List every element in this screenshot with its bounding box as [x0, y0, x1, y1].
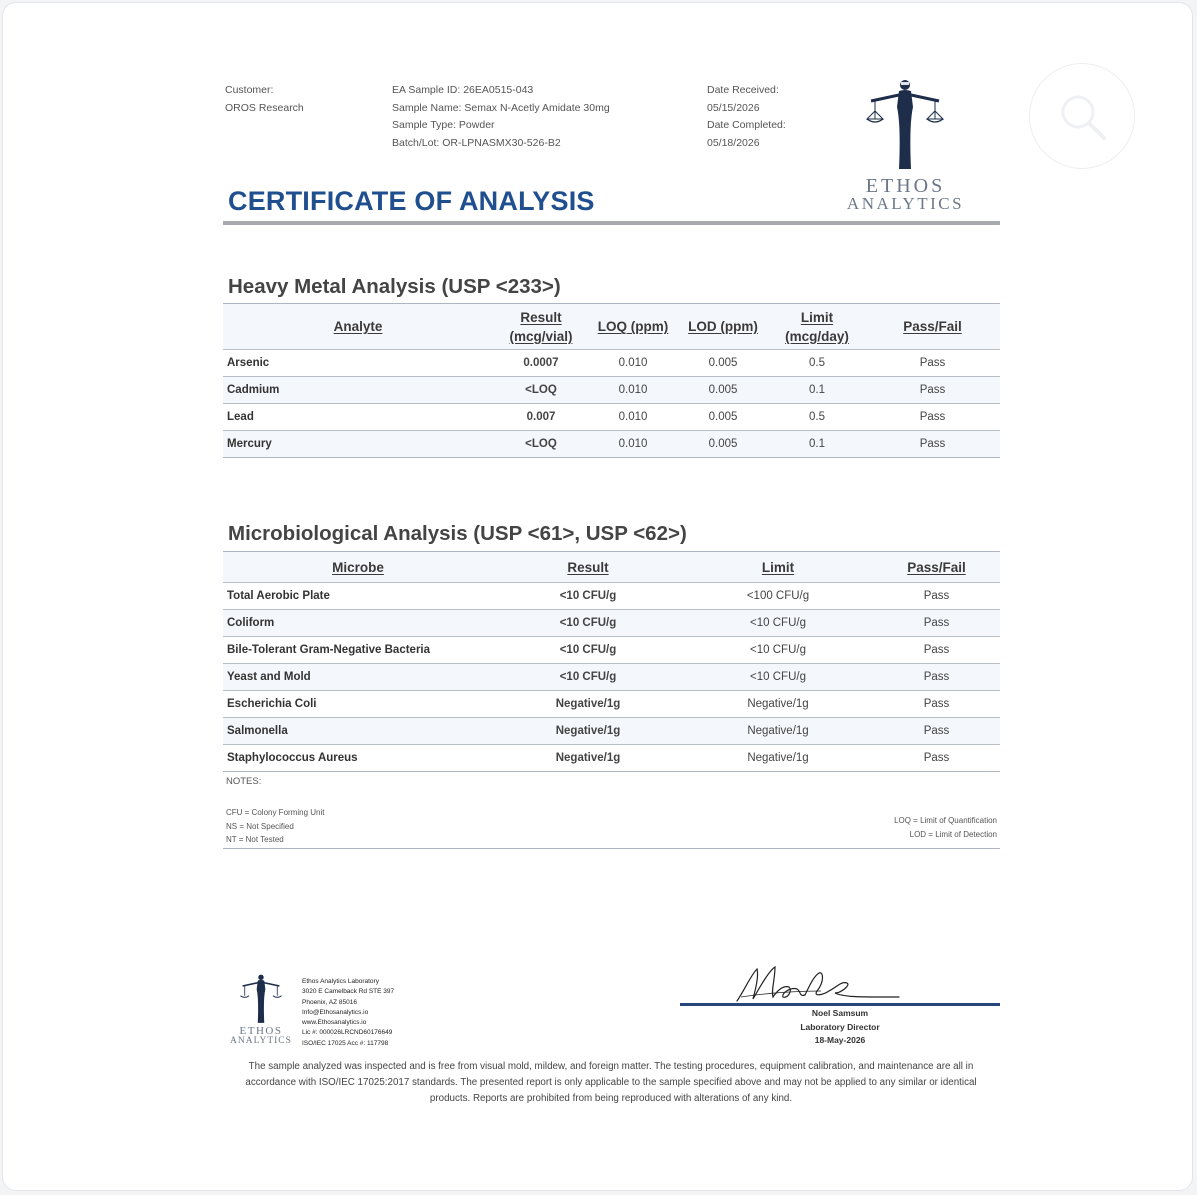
result-cell: <10 CFU/g [493, 583, 683, 610]
pass-fail-cell: Pass [873, 691, 1000, 718]
table-row [223, 637, 1000, 664]
scales-of-justice-figure-icon [239, 973, 283, 1025]
signer-title: Laboratory Director [800, 1021, 880, 1032]
lab-website: www.Ethosanalytics.io [302, 1019, 367, 1027]
col-header-pass-fail: Pass/Fail [865, 304, 1000, 350]
table-row [223, 691, 1000, 718]
heavy-metal-table [223, 303, 1000, 458]
loq-cell: 0.010 [589, 431, 677, 458]
limit-cell: Negative/1g [683, 718, 873, 745]
magnifier-icon [1056, 90, 1110, 144]
table-row [223, 610, 1000, 637]
result-cell: <10 CFU/g [493, 610, 683, 637]
result-cell: Negative/1g [493, 745, 683, 772]
col-header-limit [769, 304, 865, 350]
pass-fail-cell: Pass [865, 404, 1000, 431]
limit-cell: 0.1 [769, 377, 865, 404]
limit-cell: <10 CFU/g [683, 664, 873, 691]
pass-fail-cell: Pass [865, 350, 1000, 377]
pass-fail-cell: Pass [873, 664, 1000, 691]
col-header-loq: LOQ (ppm) [589, 304, 677, 350]
signature-line [680, 1003, 1000, 1006]
table-row [223, 377, 1000, 404]
limit-cell: <10 CFU/g [683, 610, 873, 637]
result-cell: 0.007 [493, 404, 589, 431]
table-row [223, 350, 1000, 377]
footer-logo [223, 973, 299, 1049]
lab-contact-block [302, 977, 394, 1049]
col-header-result-line2: (mcg/vial) [509, 328, 573, 344]
col-header-limit-line2: (mcg/day) [785, 328, 849, 344]
customer-label: Customer: [225, 84, 274, 96]
date-received-label: Date Received: [707, 84, 779, 96]
lod-cell: 0.005 [677, 404, 769, 431]
pass-fail-cell: Pass [873, 745, 1000, 772]
loq-cell: 0.010 [589, 404, 677, 431]
col-header-limit: Limit [683, 552, 873, 583]
heavy-metal-header-row [223, 304, 1000, 350]
limit-cell: 0.1 [769, 431, 865, 458]
table-row [223, 718, 1000, 745]
batch-lot: Batch/Lot: OR-LPNASMX30-526-B2 [392, 136, 561, 149]
heavy-metal-table-wrap [223, 303, 1000, 458]
notes-label: NOTES: [226, 776, 262, 787]
analyte-cell: Mercury [223, 431, 493, 458]
customer-block [225, 82, 304, 117]
date-completed-label: Date Completed: [707, 119, 786, 131]
col-header-analyte: Analyte [223, 304, 493, 350]
microbiology-table-wrap [223, 551, 1000, 771]
microbiology-section-title: Microbiological Analysis (USP <61>, USP <62>) [228, 522, 687, 545]
col-header-result [493, 304, 589, 350]
microbe-cell: Staphylococcus Aureus [223, 745, 493, 772]
ethos-logo [838, 77, 973, 217]
notes-left [226, 806, 324, 847]
pass-fail-cell: Pass [873, 610, 1000, 637]
note-loq: LOQ = Limit of Quantification [894, 816, 997, 825]
lab-license: Lic #: 000026LRCND60176649 [302, 1029, 393, 1037]
lab-address-2: Phoenix, AZ 85016 [302, 998, 357, 1006]
lab-address-1: 3020 E Camelback Rd STE 397 [302, 988, 395, 996]
footer-logo-text-ethos: ETHOS [239, 1025, 283, 1037]
microbiology-header-row [223, 552, 1000, 583]
sign-date: 18-May-2026 [814, 1035, 866, 1045]
analyte-cell: Arsenic [223, 350, 493, 377]
heavy-metal-section-title: Heavy Metal Analysis (USP <233>) [228, 275, 561, 298]
result-cell: Negative/1g [493, 718, 683, 745]
col-header-microbe: Microbe [223, 552, 493, 583]
zoom-button[interactable] [1029, 63, 1135, 169]
result-cell: <10 CFU/g [493, 664, 683, 691]
result-cell: Negative/1g [493, 691, 683, 718]
date-completed: 05/18/2026 [707, 136, 760, 149]
microbe-cell: Total Aerobic Plate [223, 583, 493, 610]
table-row [223, 404, 1000, 431]
note-nt: NT = Not Tested [226, 835, 284, 844]
notes-box [223, 771, 1000, 849]
sample-block [392, 82, 610, 152]
lab-name: Ethos Analytics Laboratory [302, 978, 379, 985]
analyte-cell: Lead [223, 404, 493, 431]
note-lod: LOD = Limit of Detection [909, 829, 997, 839]
col-header-limit-line1: Limit [800, 309, 834, 325]
sample-id: EA Sample ID: 26EA0515-043 [392, 84, 534, 96]
loq-cell: 0.010 [589, 350, 677, 377]
table-row [223, 583, 1000, 610]
pass-fail-cell: Pass [873, 637, 1000, 664]
signer-block [680, 1007, 1000, 1048]
pass-fail-cell: Pass [873, 718, 1000, 745]
pass-fail-cell: Pass [865, 377, 1000, 404]
title-divider [223, 221, 1000, 225]
sample-name: Sample Name: Semax N-Acetly Amidate 30mg [392, 101, 610, 114]
pass-fail-cell: Pass [873, 583, 1000, 610]
signer-name: Noel Samsum [811, 1008, 869, 1018]
microbe-cell: Coliform [223, 610, 493, 637]
limit-cell: 0.5 [769, 350, 865, 377]
analyte-cell: Cadmium [223, 377, 493, 404]
col-header-result-line1: Result [520, 309, 562, 325]
table-row [223, 431, 1000, 458]
limit-cell: Negative/1g [683, 745, 873, 772]
handwritten-signature [731, 961, 906, 1007]
disclaimer-text: The sample analyzed was inspected and is free from visual mold, mildew, and foreign matter. The testing procedures, equipment calibration, and maintenance are all in accordance with ISO/IEC 17025:2017 standards. The presented report is only applicable to the sample specified above and may not be applied to any similar or identical products. Reports are prohibited from being reproduced with alterations of any kind. [245, 1061, 977, 1104]
microbe-cell: Yeast and Mold [223, 664, 493, 691]
lod-cell: 0.005 [677, 350, 769, 377]
note-ns: NS = Not Specified [226, 821, 294, 831]
document-page [2, 2, 1193, 1191]
result-cell: 0.0007 [493, 350, 589, 377]
col-header-lod: LOD (ppm) [677, 304, 769, 350]
notes-right [894, 814, 997, 841]
footer-logo-text-analytics: ANALYTICS [230, 1036, 292, 1046]
document-title: CERTIFICATE OF ANALYSIS [228, 186, 595, 216]
microbe-cell: Salmonella [223, 718, 493, 745]
limit-cell: Negative/1g [683, 691, 873, 718]
pass-fail-cell: Pass [865, 431, 1000, 458]
lab-accreditation: ISO/IEC 17025 Acc #: 117798 [302, 1039, 389, 1047]
col-header-result: Result [493, 552, 683, 583]
col-header-pass-fail: Pass/Fail [873, 552, 1000, 583]
loq-cell: 0.010 [589, 377, 677, 404]
dates-block [707, 82, 786, 152]
microbiology-table [223, 551, 1000, 771]
result-cell: <LOQ [493, 377, 589, 404]
note-cfu: CFU = Colony Forming Unit [226, 808, 325, 817]
table-row [223, 664, 1000, 691]
limit-cell: <100 CFU/g [683, 583, 873, 610]
lab-email: Info@Ethosanalytics.io [302, 1008, 369, 1016]
table-row [223, 745, 1000, 772]
microbe-cell: Escherichia Coli [223, 691, 493, 718]
date-received: 05/15/2026 [707, 101, 760, 114]
scales-of-justice-figure-icon [865, 77, 945, 173]
result-cell: <LOQ [493, 431, 589, 458]
lod-cell: 0.005 [677, 377, 769, 404]
customer-value: OROS Research [225, 101, 304, 114]
result-cell: <10 CFU/g [493, 637, 683, 664]
limit-cell: <10 CFU/g [683, 637, 873, 664]
logo-text-analytics: ANALYTICS [846, 194, 965, 213]
sample-type: Sample Type: Powder [392, 119, 495, 131]
microbe-cell: Bile-Tolerant Gram-Negative Bacteria [223, 637, 493, 664]
limit-cell: 0.5 [769, 404, 865, 431]
logo-text-ethos: ETHOS [865, 175, 946, 197]
lod-cell: 0.005 [677, 431, 769, 458]
